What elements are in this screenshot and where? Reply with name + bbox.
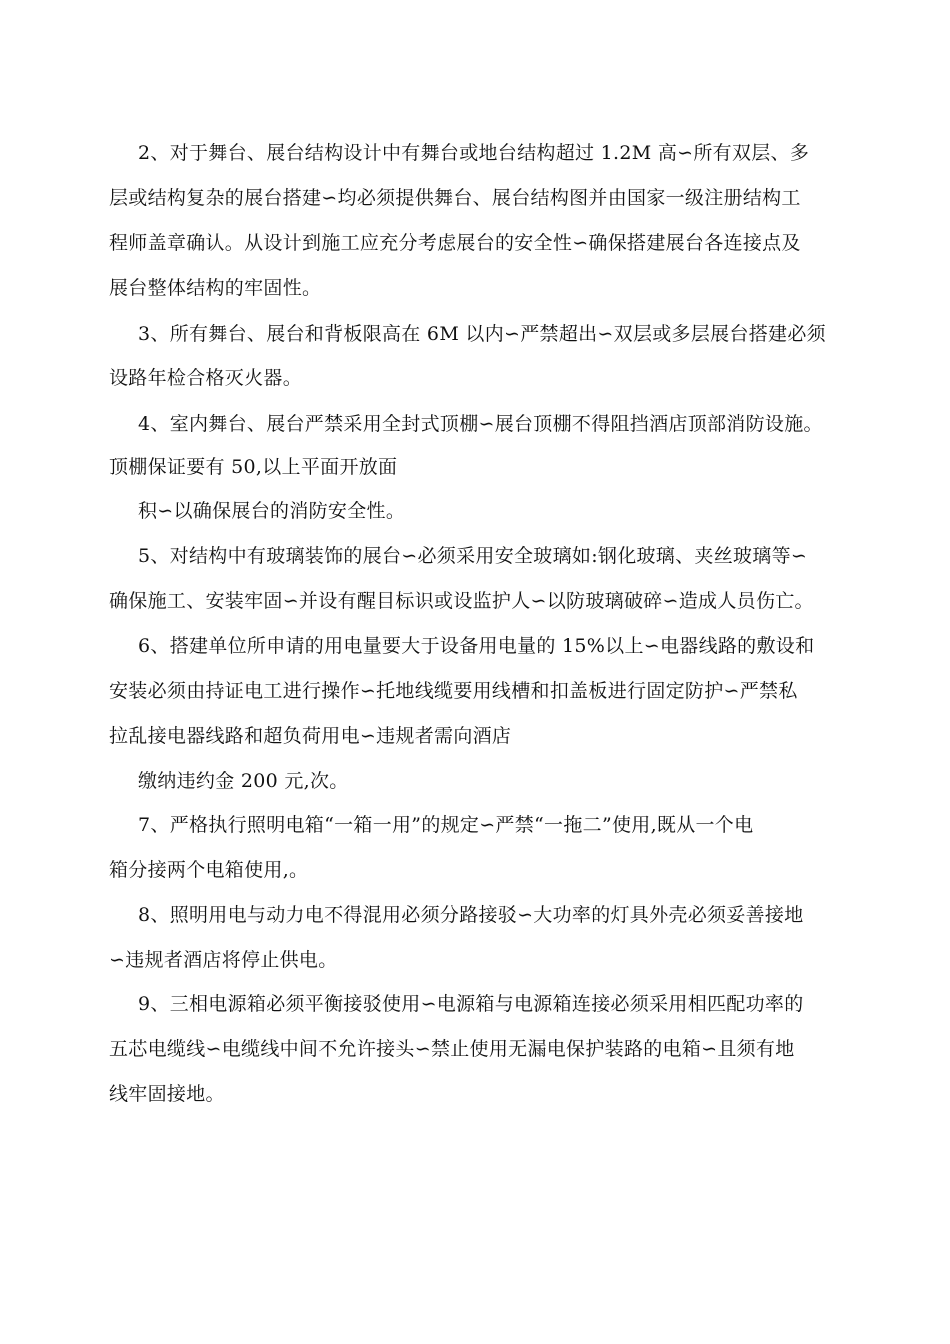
item-9-line-2: 五芯电缆线∽电缆线中间不允许接头∽禁止使用无漏电保护装路的电箱∽且须有地 — [109, 1038, 795, 1060]
item-7-line-1: 7、严格执行照明电箱“一箱一用”的规定∽严禁“一拖二”使用,既从一个电 — [138, 814, 754, 836]
item-4-line-1: 4、室内舞台、展台严禁采用全封式顶棚∽展台顶棚不得阻挡酒店顶部消防设施。 — [138, 413, 823, 435]
item-5-line-1: 5、对结构中有玻璃装饰的展台∽必须采用安全玻璃如:钢化玻璃、夹丝玻璃等∽ — [138, 545, 808, 567]
item-4-line-2: 顶棚保证要有 50,以上平面开放面 — [109, 456, 398, 478]
item-5-line-2: 确保施工、安装牢固∽并设有醒目标识或设监护人∽以防玻璃破碎∽造成人员伤亡。 — [109, 590, 814, 612]
item-6-line-2: 安装必须由持证电工进行操作∽托地线缆要用线槽和扣盖板进行固定防护∽严禁私 — [109, 680, 798, 702]
item-2-line-3: 程师盖章确认。从设计到施工应充分考虑展台的安全性∽确保搭建展台各连接点及 — [109, 232, 801, 254]
item-4-line-3: 积∽以确保展台的消防安全性。 — [138, 500, 406, 522]
item-3-line-1: 3、所有舞台、展台和背板限高在 6M 以内∽严禁超出∽双层或多层展台搭建必须 — [138, 323, 826, 345]
item-2-line-2: 层或结构复杂的展台搭建∽均必须提供舞台、展台结构图并由国家一级注册结构工 — [109, 187, 801, 209]
item-2-line-4: 展台整体结构的牢固性。 — [109, 277, 322, 299]
item-6-line-1: 6、搭建单位所申请的用电量要大于设备用电量的 15%以上∽电器线路的敷设和 — [138, 635, 815, 657]
item-8-line-1: 8、照明用电与动力电不得混用必须分路接驳∽大功率的灯具外壳必须妥善接地 — [138, 904, 804, 926]
item-2-line-1: 2、对于舞台、展台结构设计中有舞台或地台结构超过 1.2M 高∽所有双层、多 — [138, 142, 810, 164]
item-7-line-2: 箱分接两个电箱使用,。 — [109, 859, 309, 881]
item-9-line-3: 线牢固接地。 — [109, 1083, 225, 1105]
item-3-line-2: 设路年检合格灭火器。 — [109, 367, 303, 389]
item-9-line-1: 9、三相电源箱必须平衡接驳使用∽电源箱与电源箱连接必须采用相匹配功率的 — [138, 993, 804, 1015]
item-8-line-2: ∽违规者酒店将停止供电。 — [109, 949, 338, 971]
item-6-line-3: 拉乱接电器线路和超负荷用电∽违规者需向酒店 — [109, 725, 512, 747]
item-6-line-4: 缴纳违约金 200 元,次。 — [138, 770, 349, 792]
